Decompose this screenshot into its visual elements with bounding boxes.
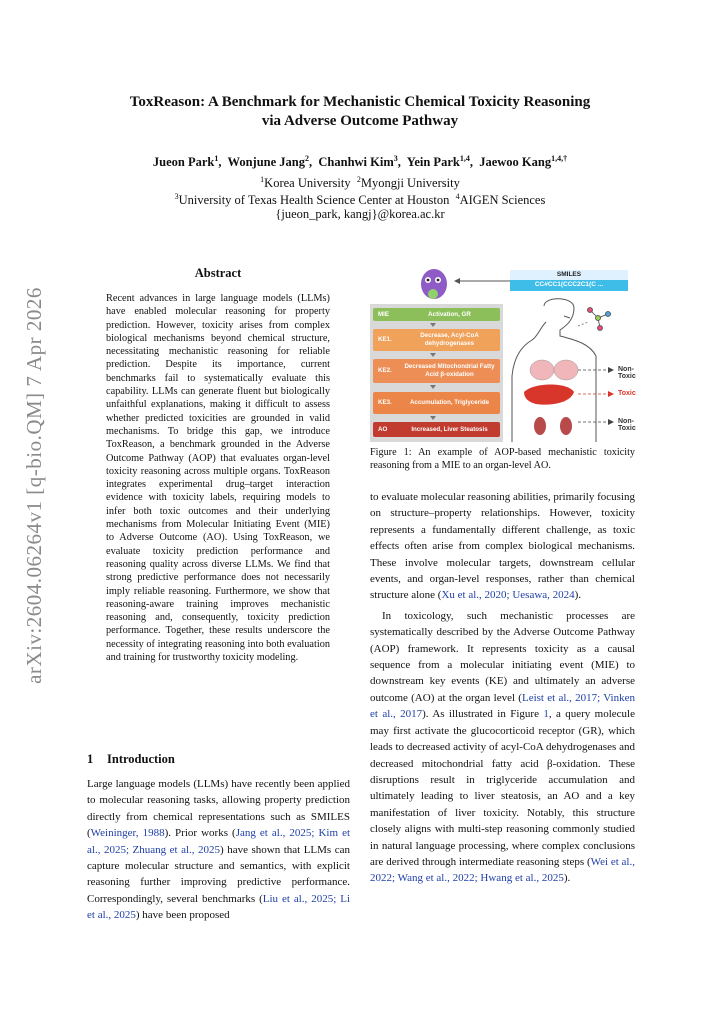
affiliation-line-2: $^3$University of Texas Health Science Center at Houston $^4$AIGEN Sciences (174, 192, 546, 208)
lung-icon (554, 360, 578, 380)
author-email: {jueon_park, kangj}@korea.ac.kr (275, 207, 445, 221)
citation-link[interactable]: Liu et al., 2025; Li et al., 2025 (87, 892, 351, 922)
organ-label-toxic: Toxic (618, 390, 636, 397)
author: Jaewoo Kang$^{1,4,\dagger}$ (479, 154, 568, 170)
paper-title (60, 93, 660, 131)
paragraph: In toxicology, such mechanistic processes are systematically described by the Adverse Outcome Pathway (AOP) framework. It represents toxicity as a causal sequence from a molecular initiating event (MIE) to downstream key events (KE) and ultimately an adverse outcome (AO) at the organ level (Leist et al., 2017; Vinken et al., 2017). As illustrated in Figure 1, a query molecule may first activate the glucocorticoid receptor (GR), which leads to decreased activity of acyl-CoA dehydrogenases and decreased mitochondrial fatty acid β-oxidation. These disruptions result in triglyceride accumulation and ultimately leading to liver steatosis, an AO and a key manifestation of liver toxicity. Notably, this structure closely aligns with multi-step reasoning commonly studied in natural language processing, where complex conclusions are derived through intermediate reasoning steps (Wei et al., 2022; Wang et al., 2022; Hwang et al., 2025). (370, 609, 635, 885)
citation-link[interactable]: Leist et al., 2017; Vinken et al., 2017 (370, 691, 635, 721)
author: Yein Park$^{1,4}$ (406, 154, 470, 170)
input-arrow (454, 276, 510, 286)
aop-step-ao: AO Increased, Liver Steatosis (373, 422, 500, 437)
arxiv-stamp-text: arXiv:2604.06264v1 [q-bio.QM] 7 Apr 2026 (21, 286, 46, 684)
human-body-illustration (504, 296, 634, 442)
citation-link[interactable]: Jang et al., 2025; Kim et al., 2025; Zhuang et al., 2025 (87, 827, 351, 856)
section-heading-introduction: 1 Introduction (87, 752, 175, 766)
citation-link[interactable]: Weininger, 1988 (90, 827, 165, 840)
author-list: Jueon Park$^1$, Wonjune Jang$^2$, Chanhwi Kim$^3$, Yein Park$^{1,4}$, Jaewoo Kang$^{1,4,\dagger}$ (152, 154, 568, 170)
smiles-value: CC#CC1(CCC2C1(C ... (534, 281, 604, 288)
figure-caption: Figure 1: An example of AOP-based mechanistic toxicity reasoning from a MIE to an organ-level AO. (370, 447, 635, 471)
organ-label-nontoxic: Non-Toxic (618, 366, 636, 380)
organ-label-nontoxic: Non-Toxic (618, 418, 636, 432)
kidney-icon (560, 417, 572, 435)
right-column-text (370, 489, 635, 887)
arxiv-identifier (12, 275, 56, 695)
author: Chanhwi Kim$^3$ (318, 154, 398, 170)
kidney-icon (534, 417, 546, 435)
paragraph: to evaluate molecular reasoning abilities, primarily focusing on structure–property relationships. However, toxicity represents a fundamentally different challenge, as toxic effects often arise from complex biological mechanisms. These involve molecular targets, downstream cellular events, and organ-level responses, rather than chemical structure alone (Xu et al., 2020; Uesawa, 2024). (370, 491, 635, 602)
mascot-icon (416, 264, 452, 304)
aop-panel (370, 304, 503, 442)
title-line-1: ToxReason: A Benchmark for Mechanistic Chemical Toxicity Reasoning (129, 94, 591, 110)
molecule-icon (588, 308, 611, 331)
aop-step-ke2: KE2. Decreased Mitochondrial Fatty Acid β-oxidation (373, 359, 500, 383)
aop-step-mie: MIE Activation, GR (373, 308, 500, 321)
figure-1 (370, 262, 634, 442)
lung-icon (530, 360, 554, 380)
aop-step-ke3: KE3. Accumulation, Triglyceride (373, 392, 500, 414)
author: Jueon Park$^1$ (152, 154, 219, 170)
figure-reference-link[interactable]: 1 (543, 708, 549, 721)
smiles-box (510, 270, 628, 291)
title-line-2: via Adverse Outcome Pathway (261, 113, 459, 129)
introduction-paragraph: Large language models (LLMs) have recently been applied to molecular reasoning tasks, allowing property prediction directly from chemical representations such as SMILES (Weininger, 1988). Prior works (Jang et al., 2025; Kim et al., 2025; Zhuang et al., 2025) have shown that LLMs can capture molecular structure and semantics, with explicit reasoning further improving predictive performance. Correspondingly, several benchmarks (Liu et al., 2025; Li et al., 2025) have been proposed (87, 778, 351, 922)
aop-step-ke1: KE1. Decrease, Acyl-CoA dehydrogenases (373, 329, 500, 351)
affiliation-line-1: $^1$Korea University $^2$Myongji University (260, 175, 460, 191)
abstract-text: Recent advances in large language models (LLMs) have enabled molecular reasoning for property prediction. However, toxicity arises from complex biological mechanisms beyond chemical structure, necessitating mechanistic reasoning for reliable prediction. Despite its importance, current benchmarks fail to systematically evaluate this capability. LLMs can generate fluent but biologically unfaithful explanations, making it difficult to assess whether predicted toxicities are grounded in valid mechanisms. To bridge this gap, we introduce ToxReason, a benchmark grounded in the Adverse Outcome Pathway (AOP) that evaluates organ-level toxicity reasoning across multiple organs. ToxReason integrates experimental drug–target interaction evidence with toxicity labels, requiring models to infer both toxic outcomes and their underlying mechanisms from Molecular Initiating Event (MIE) to Adverse Outcome (AO). Using ToxReason, we evaluate toxicity prediction performance and reasoning quality across diverse LLMs. We find that strong predictive performance does not necessarily imply reliable reasoning. Furthermore, we show that reasoning-aware training improves mechanistic reasoning and, consequently, toxicity prediction performance. Together, these results underscore the necessity of integrating reasoning into both evaluation and training for trustworthy toxicity modeling. (106, 293, 330, 664)
citation-link[interactable]: Xu et al., 2020; Uesawa, 2024 (441, 589, 575, 602)
author: Wonjune Jang$^2$ (227, 154, 310, 170)
abstract-heading: Abstract (194, 266, 242, 280)
smiles-header: SMILES (510, 270, 628, 280)
citation-link[interactable]: Wei et al., 2022; Wang et al., 2022; Hwang et al., 2025 (370, 855, 635, 885)
liver-icon (524, 385, 574, 405)
